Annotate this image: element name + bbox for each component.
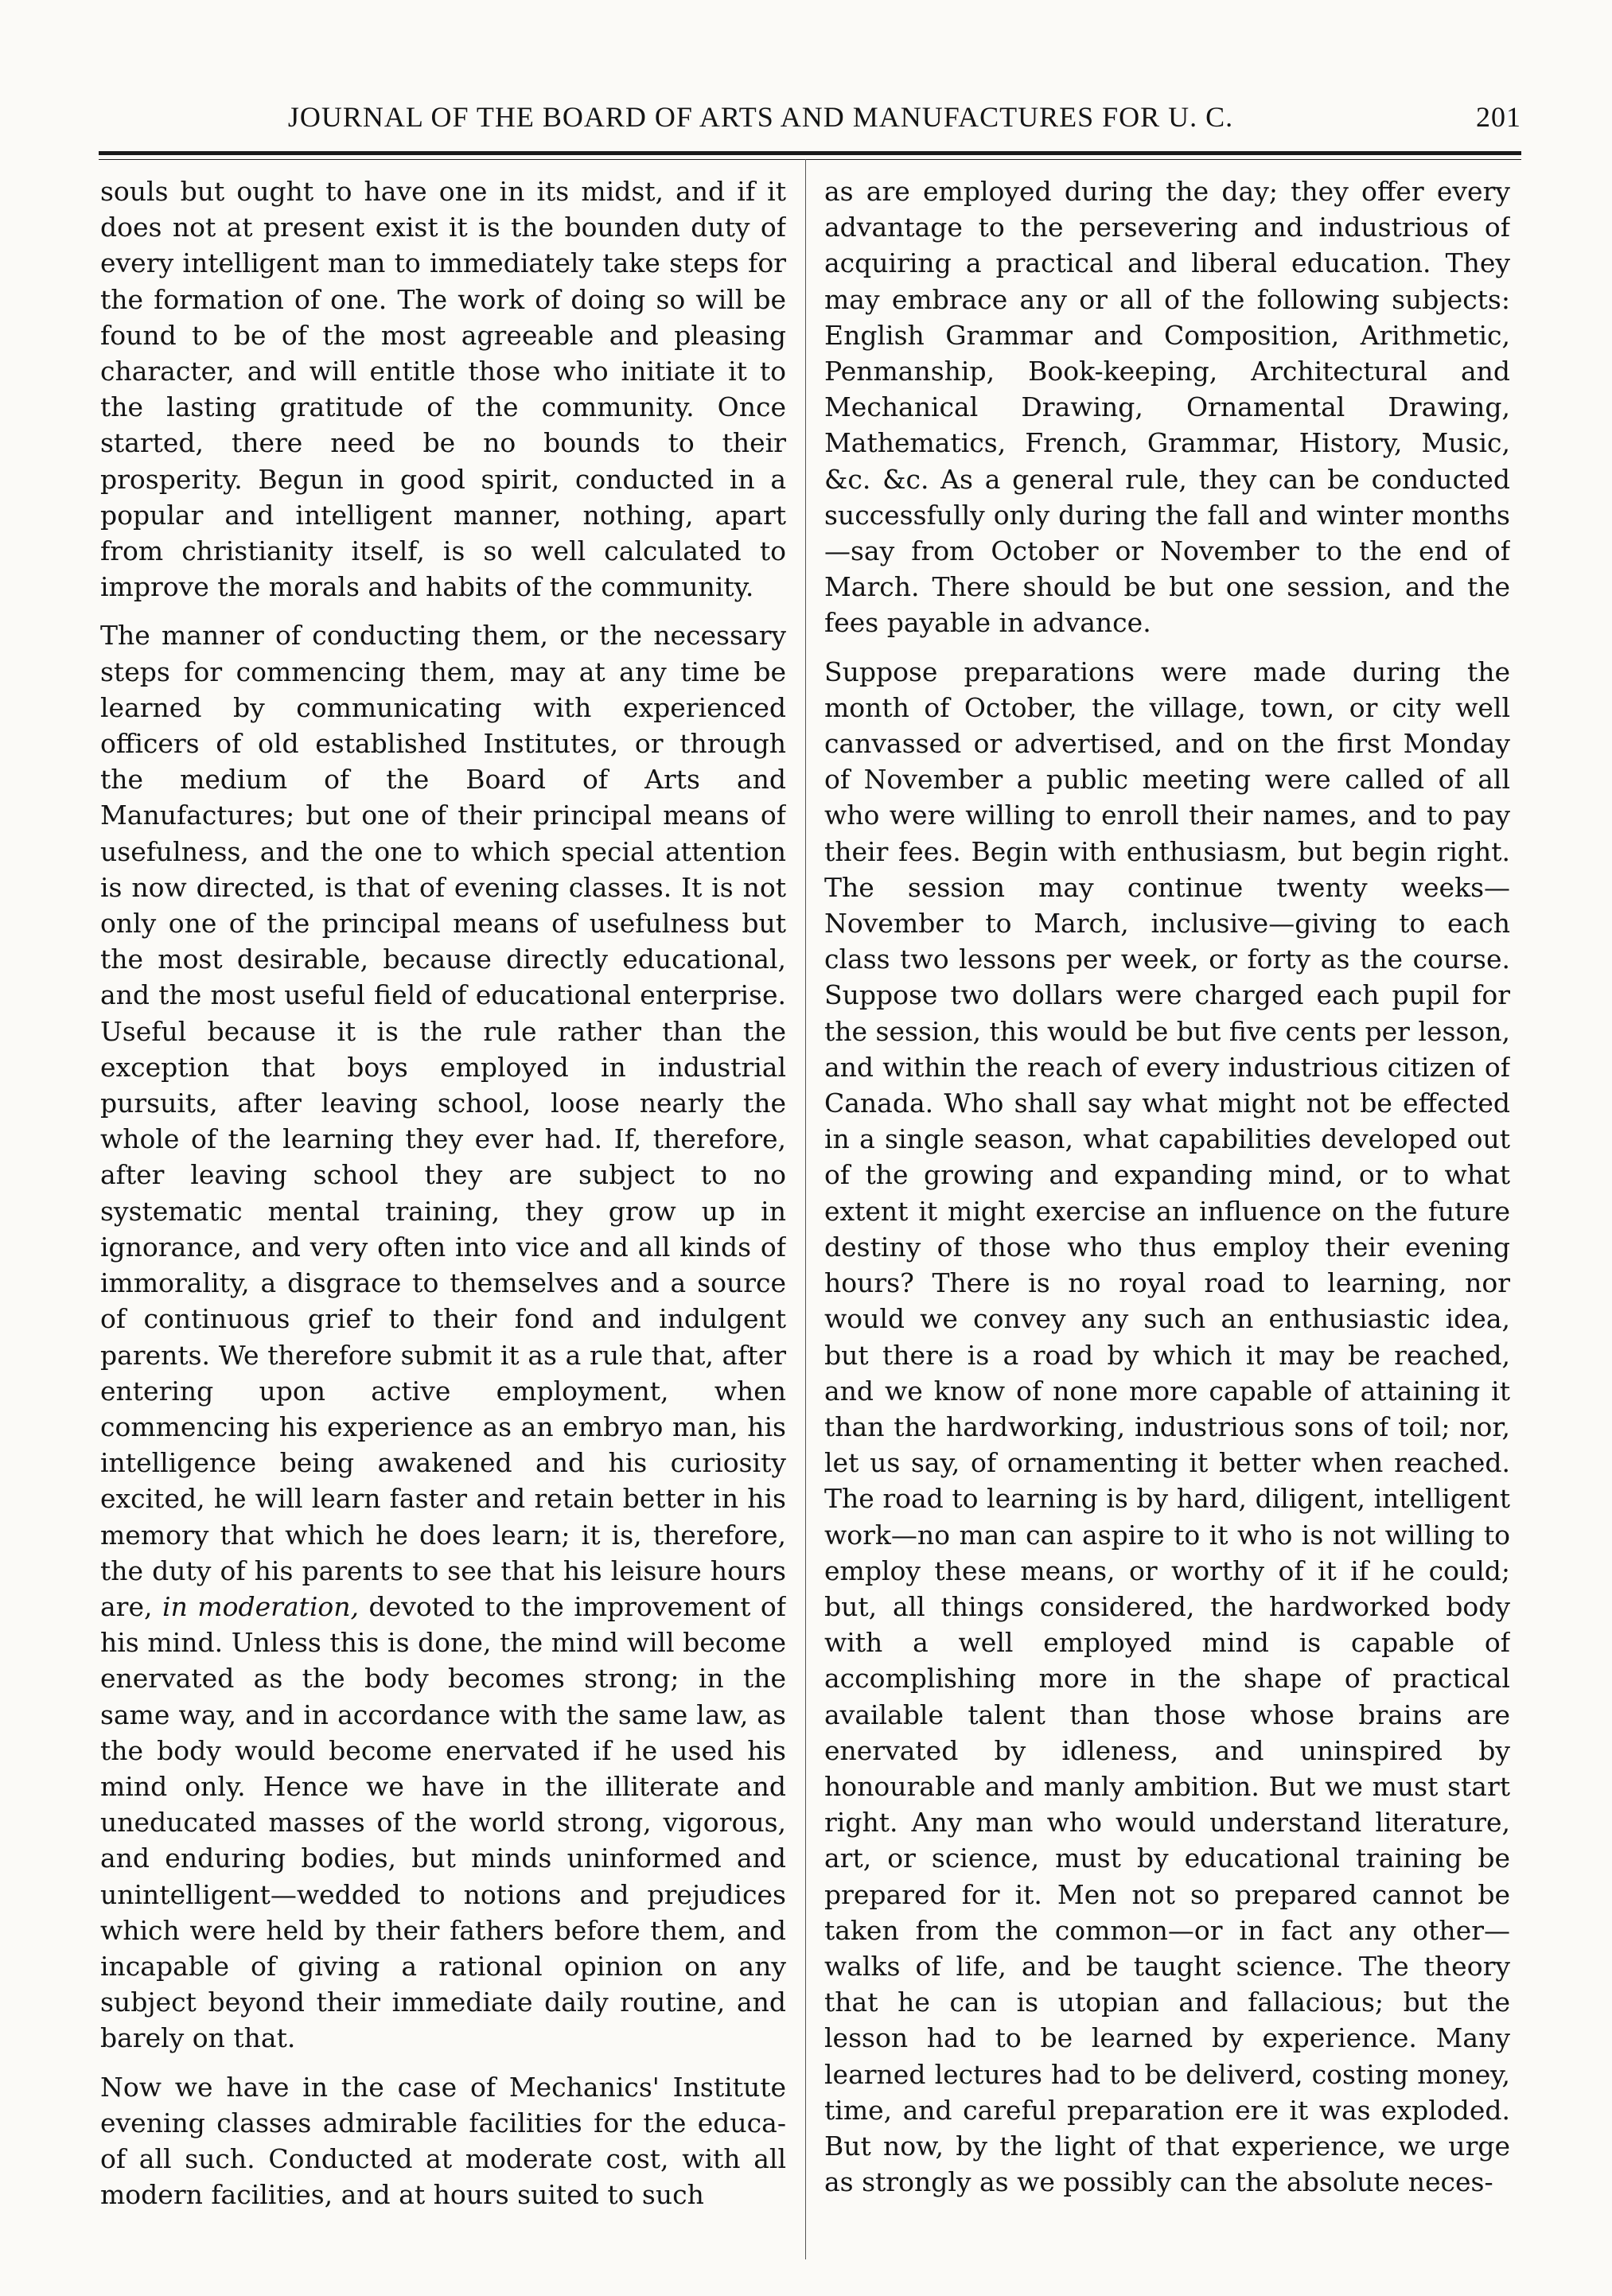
column-divider bbox=[805, 159, 806, 2259]
running-title: JOURNAL OF THE BOARD OF ARTS AND MANUFACTURES FOR U. C. bbox=[287, 101, 1234, 133]
right-column bbox=[824, 173, 1510, 2250]
page-header bbox=[95, 89, 1521, 145]
left-paragraph-1: souls but ought to have one in its midst, and if it does not at present exist it is the bounden duty of every intelligent man to immediately take steps for the formation of one. The work of doing so will be found to be of the most agreeable and pleasing character, and will entitle those who initiate it to the lasting gratitude of the community. Once started, there need be no bounds to their prosperity. Begun in good spirit, conducted in a popular and intelligent manner, nothing, apart from christianity itself, is so well calculated to improve the morals and habits of the community. bbox=[100, 176, 786, 603]
left-column bbox=[100, 173, 786, 2250]
left-paragraph-2-end: devoted to the improvement of his mind. Unless this is done, the mind will become enervated as the body becomes strong; in the same way, and in accordance with the same law, as the body would become enervated if he used his mind only. Hence we have in the illiterate and uneducated masses of the world strong, vigorous, and enduring bodies, but minds uninformed and unintelligent—wedded to notions and prejudices which were held by their fathers before them, and incapable of giving a rational opinion on any subject beyond their immediate daily routine, and barely on that. bbox=[100, 1590, 786, 2054]
page-number: 201 bbox=[1476, 101, 1521, 133]
left-paragraph-2-italic: in moderation, bbox=[162, 1590, 359, 1622]
left-paragraph-3: Now we have in the case of Mechanics' Institute evening classes admirable facilities for the educa- of all such. Conducted at moderate cost, with all modern facilities, and at hours suited to such bbox=[100, 2071, 786, 2211]
right-paragraph-2: Suppose preparations were made during the month of October, the village, town, or city well canvassed or advertised, and on the first Monday of November a public meeting were called of all who were willing to enroll their names, and to pay their fees. Begin with enthusiasm, but begin right. The session may continue twenty weeks—November to March, inclusive—giving to each class two lessons per week, or forty as the course. Suppose two dollars were charged each pupil for the session, this would be but five cents per lesson, and within the reach of every industrious citizen of Canada. Who shall say what might not be effected in a single season, what capabilities developed out of the growing and expanding mind, or to what extent it might exercise an influence on the future destiny of those who thus employ their evening hours? There is no royal road to learning, nor would we convey any such an enthusiastic idea, but there is a road by which it may be reached, and we know of none more capable of attaining it than the hardworking, industrious sons of toil; nor, let us say, of ornamenting it better when reached. The road to learning is by hard, diligent, intelligent work—no man can aspire to it who is not willing to employ these means, or worthy of it if he could; but, all things considered, the hardworked body with a well employed mind is capable of accomplishing more in the shape of practical available talent than those whose brains are enervated by idleness, and uninspired by honourable and manly ambition. But we must start right. Any man who would understand literature, art, or science, must by educational training be prepared for it. Men not so prepared cannot be taken from the common—or in fact any other—walks of life, and be taught science. The theory that he can is utopian and fallacious; but the lesson had to be learned by experience. Many learned lectures had to be deliverd, costing money, time, and careful preparation ere it was exploded. But now, by the light of that experience, we urge as strongly as we possibly can the absolute neces- bbox=[824, 656, 1510, 2198]
header-rule-thin bbox=[99, 159, 1521, 160]
left-paragraph-2 bbox=[100, 617, 786, 2056]
header-rule-thick bbox=[99, 151, 1521, 155]
left-paragraph-2-text: The manner of conducting them, or the necessary steps for commencing them, may at any time be learned by communicating with experienced officers of old established Institutes, or through the medium of the Board of Arts and Manufactures; but one of their principal means of usefulness, and the one to which special attention is now directed, is that of evening classes. It is not only one of the principal means of usefulness but the most desirable, because directly educational, and the most useful field of educational enterprise. Useful because it is the rule rather than the exception that boys employed in industrial pursuits, after leaving school, loose nearly the whole of the learning they ever had. If, therefore, after leaving school they are subject to no systematic mental training, they grow up in ignorance, and very often into vice and all kinds of immorality, a disgrace to themselves and a source of continuous grief to their fond and indulgent parents. We therefore submit it as a rule that, after entering upon active employment, when commencing his experience as an embryo man, his intelligence being awakened and his curiosity excited, he will learn faster and retain better in his memory that which he does learn; it is, therefore, the duty of his parents to see that his leisure hours are, bbox=[100, 620, 786, 1622]
right-paragraph-1: as are employed during the day; they offer every advantage to the persevering and industrious of acquiring a practical and liberal education. They may embrace any or all of the following subjects: English Grammar and Composition, Arithmetic, Penmanship, Book-keeping, Architectural and Mechanical Drawing, Ornamental Drawing, Mathematics, French, Grammar, History, Music, &c. &c. As a general rule, they can be conducted successfully only during the fall and winter months—say from October or November to the end of March. There should be but one session, and the fees payable in advance. bbox=[824, 176, 1510, 639]
